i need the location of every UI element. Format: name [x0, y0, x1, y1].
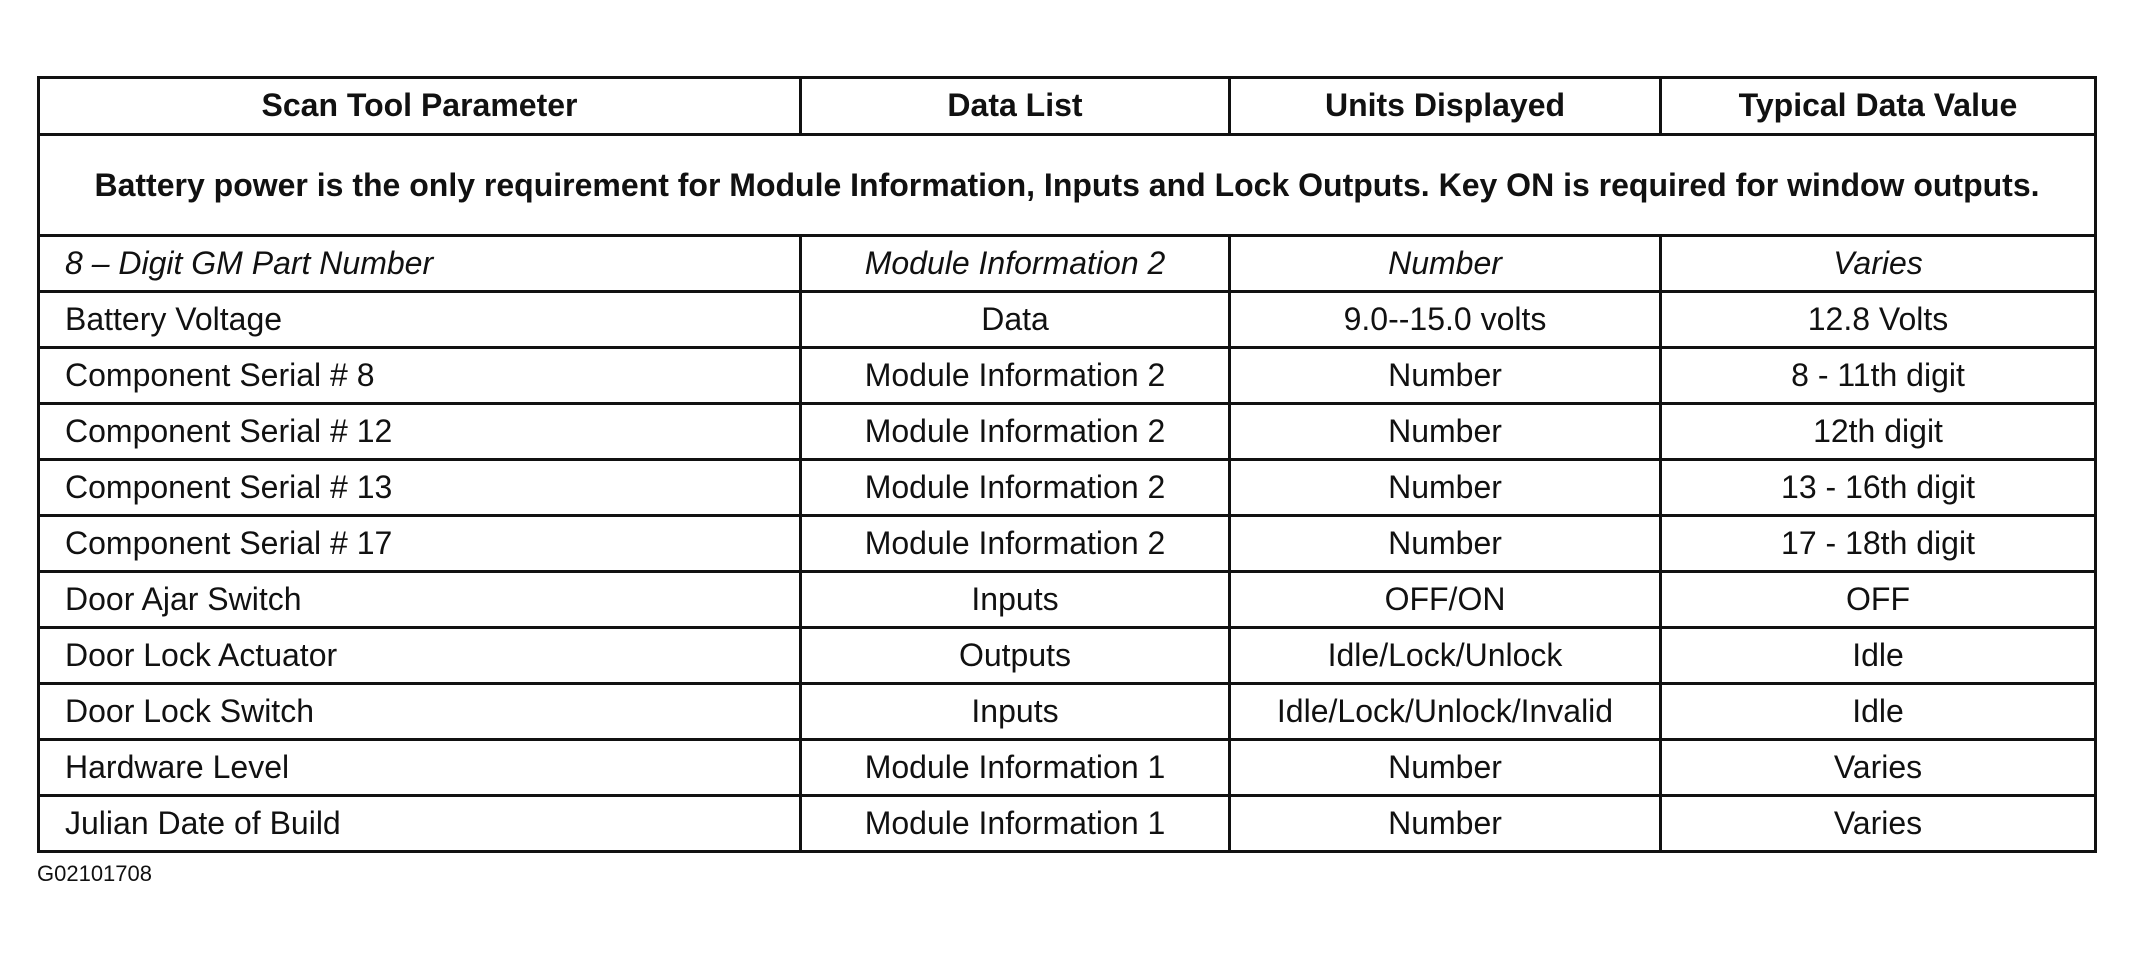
cell-typical-data-value: Idle: [1661, 628, 2096, 684]
table-row: [39, 236, 2096, 292]
table-header-row: [39, 78, 2096, 135]
cell-typical-data-value: Idle: [1661, 684, 2096, 740]
cell-units-displayed: OFF/ON: [1230, 572, 1661, 628]
cell-typical-data-value: OFF: [1661, 572, 2096, 628]
header-units-displayed: Units Displayed: [1230, 78, 1661, 135]
cell-scan-tool-parameter: Component Serial # 8: [39, 348, 801, 404]
cell-scan-tool-parameter: Julian Date of Build: [39, 796, 801, 852]
cell-units-displayed: Number: [1230, 740, 1661, 796]
cell-data-list: Module Information 2: [801, 460, 1230, 516]
cell-scan-tool-parameter: Door Lock Actuator: [39, 628, 801, 684]
cell-typical-data-value: 8 - 11th digit: [1661, 348, 2096, 404]
figure-id: G02101708: [37, 861, 152, 886]
scan-tool-table-container: [37, 76, 2094, 853]
note-row: [39, 135, 2096, 236]
cell-data-list: Module Information 2: [801, 404, 1230, 460]
cell-data-list: Data: [801, 292, 1230, 348]
table-row: [39, 740, 2096, 796]
table-row: [39, 572, 2096, 628]
cell-scan-tool-parameter: Component Serial # 13: [39, 460, 801, 516]
table-row: [39, 460, 2096, 516]
cell-typical-data-value: 12.8 Volts: [1661, 292, 2096, 348]
cell-units-displayed: Idle/Lock/Unlock: [1230, 628, 1661, 684]
cell-typical-data-value: 13 - 16th digit: [1661, 460, 2096, 516]
cell-typical-data-value: 12th digit: [1661, 404, 2096, 460]
table-row: [39, 628, 2096, 684]
cell-units-displayed: Number: [1230, 404, 1661, 460]
cell-data-list: Inputs: [801, 684, 1230, 740]
cell-typical-data-value: Varies: [1661, 236, 2096, 292]
cell-units-displayed: Number: [1230, 796, 1661, 852]
cell-units-displayed: Number: [1230, 348, 1661, 404]
cell-typical-data-value: Varies: [1661, 796, 2096, 852]
cell-scan-tool-parameter: Door Lock Switch: [39, 684, 801, 740]
cell-units-displayed: Number: [1230, 516, 1661, 572]
cell-scan-tool-parameter: 8 – Digit GM Part Number: [39, 236, 801, 292]
cell-data-list: Module Information 2: [801, 236, 1230, 292]
cell-units-displayed: Number: [1230, 460, 1661, 516]
header-scan-tool-parameter: Scan Tool Parameter: [39, 78, 801, 135]
cell-units-displayed: Idle/Lock/Unlock/Invalid: [1230, 684, 1661, 740]
table-body: [39, 135, 2096, 852]
cell-typical-data-value: 17 - 18th digit: [1661, 516, 2096, 572]
cell-scan-tool-parameter: Component Serial # 17: [39, 516, 801, 572]
cell-scan-tool-parameter: Door Ajar Switch: [39, 572, 801, 628]
cell-units-displayed: Number: [1230, 236, 1661, 292]
scan-tool-parameter-table: [37, 76, 2097, 853]
table-row: [39, 516, 2096, 572]
cell-data-list: Module Information 2: [801, 516, 1230, 572]
cell-data-list: Module Information 1: [801, 796, 1230, 852]
cell-scan-tool-parameter: Hardware Level: [39, 740, 801, 796]
table-row: [39, 404, 2096, 460]
cell-scan-tool-parameter: Component Serial # 12: [39, 404, 801, 460]
table-row: [39, 348, 2096, 404]
cell-scan-tool-parameter: Battery Voltage: [39, 292, 801, 348]
cell-data-list: Inputs: [801, 572, 1230, 628]
table-row: [39, 292, 2096, 348]
cell-data-list: Module Information 2: [801, 348, 1230, 404]
cell-data-list: Module Information 1: [801, 740, 1230, 796]
header-typical-data-value: Typical Data Value: [1661, 78, 2096, 135]
header-data-list: Data List: [801, 78, 1230, 135]
table-row: [39, 796, 2096, 852]
requirement-note: Battery power is the only requirement for Module Information, Inputs and Lock Outputs. Key ON is required for window outputs.: [39, 135, 2096, 236]
cell-data-list: Outputs: [801, 628, 1230, 684]
cell-units-displayed: 9.0--15.0 volts: [1230, 292, 1661, 348]
table-row: [39, 684, 2096, 740]
cell-typical-data-value: Varies: [1661, 740, 2096, 796]
